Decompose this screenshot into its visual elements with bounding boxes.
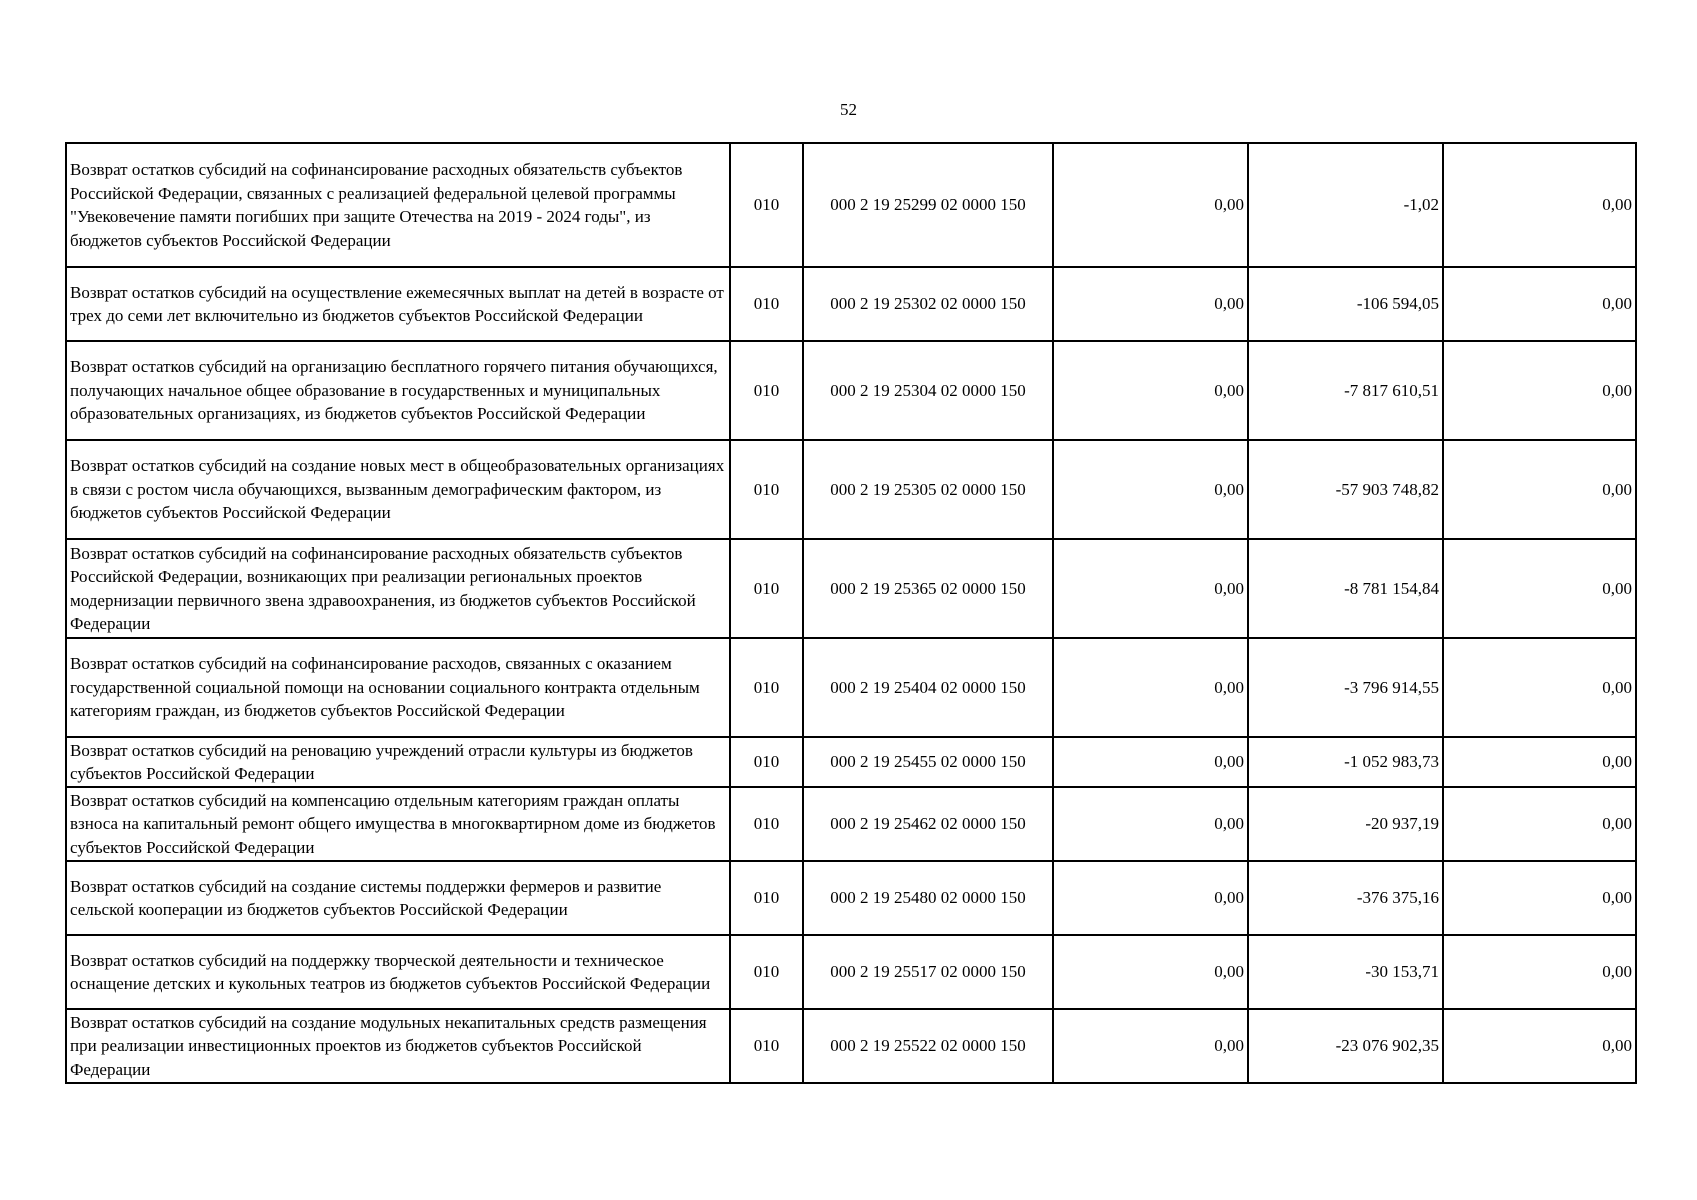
row-value-2: -376 375,16 xyxy=(1248,861,1443,935)
row-admin-code: 010 xyxy=(730,267,803,341)
row-description: Возврат остатков субсидий на осуществление ежемесячных выплат на детей в возрасте от трех до семи лет включительно из бюджетов субъектов Российской Федерации xyxy=(66,267,730,341)
row-description: Возврат остатков субсидий на реновацию учреждений отрасли культуры из бюджетов субъектов Российской Федерации xyxy=(66,737,730,787)
row-value-2: -3 796 914,55 xyxy=(1248,638,1443,737)
row-value-3: 0,00 xyxy=(1443,861,1636,935)
row-budget-code: 000 2 19 25365 02 0000 150 xyxy=(803,539,1053,638)
row-value-3: 0,00 xyxy=(1443,341,1636,440)
row-value-3: 0,00 xyxy=(1443,935,1636,1009)
row-budget-code: 000 2 19 25522 02 0000 150 xyxy=(803,1009,1053,1083)
row-admin-code: 010 xyxy=(730,737,803,787)
row-value-3: 0,00 xyxy=(1443,267,1636,341)
row-admin-code: 010 xyxy=(730,143,803,267)
row-admin-code: 010 xyxy=(730,861,803,935)
row-admin-code: 010 xyxy=(730,935,803,1009)
row-value-1: 0,00 xyxy=(1053,539,1248,638)
table-row xyxy=(66,267,1636,341)
row-admin-code: 010 xyxy=(730,539,803,638)
row-description: Возврат остатков субсидий на создание системы поддержки фермеров и развитие сельской кооперации из бюджетов субъектов Российской Федерации xyxy=(66,861,730,935)
row-value-1: 0,00 xyxy=(1053,267,1248,341)
table-row xyxy=(66,539,1636,638)
table-row xyxy=(66,737,1636,787)
row-budget-code: 000 2 19 25305 02 0000 150 xyxy=(803,440,1053,539)
row-admin-code: 010 xyxy=(730,341,803,440)
row-value-1: 0,00 xyxy=(1053,143,1248,267)
table-row xyxy=(66,935,1636,1009)
row-admin-code: 010 xyxy=(730,440,803,539)
row-value-1: 0,00 xyxy=(1053,935,1248,1009)
row-budget-code: 000 2 19 25455 02 0000 150 xyxy=(803,737,1053,787)
row-budget-code: 000 2 19 25302 02 0000 150 xyxy=(803,267,1053,341)
row-value-1: 0,00 xyxy=(1053,638,1248,737)
row-description: Возврат остатков субсидий на софинансирование расходных обязательств субъектов Российской Федерации, связанных с реализацией федеральной целевой программы "Увековечение памяти погибших при защите Отечества на 2019 - 2024 годы", из бюджетов субъектов Российской Федерации xyxy=(66,143,730,267)
row-value-1: 0,00 xyxy=(1053,1009,1248,1083)
row-description: Возврат остатков субсидий на софинансирование расходных обязательств субъектов Российской Федерации, возникающих при реализации региональных проектов модернизации первичного звена здравоохранения, из бюджетов субъектов Российской Федерации xyxy=(66,539,730,638)
row-budget-code: 000 2 19 25517 02 0000 150 xyxy=(803,935,1053,1009)
row-value-1: 0,00 xyxy=(1053,737,1248,787)
budget-table-container xyxy=(65,142,1635,1084)
row-value-2: -57 903 748,82 xyxy=(1248,440,1443,539)
row-budget-code: 000 2 19 25404 02 0000 150 xyxy=(803,638,1053,737)
row-value-1: 0,00 xyxy=(1053,787,1248,861)
row-value-3: 0,00 xyxy=(1443,1009,1636,1083)
table-row xyxy=(66,143,1636,267)
row-value-3: 0,00 xyxy=(1443,539,1636,638)
row-value-3: 0,00 xyxy=(1443,638,1636,737)
page-number: 52 xyxy=(840,100,857,119)
row-admin-code: 010 xyxy=(730,1009,803,1083)
table-row xyxy=(66,638,1636,737)
table-row xyxy=(66,341,1636,440)
row-value-1: 0,00 xyxy=(1053,440,1248,539)
row-admin-code: 010 xyxy=(730,787,803,861)
row-description: Возврат остатков субсидий на организацию бесплатного горячего питания обучающихся, получающих начальное общее образование в государственных и муниципальных образовательных организациях, из бюджетов субъектов Российской Федерации xyxy=(66,341,730,440)
table-row xyxy=(66,1009,1636,1083)
row-value-2: -7 817 610,51 xyxy=(1248,341,1443,440)
row-value-3: 0,00 xyxy=(1443,143,1636,267)
row-value-1: 0,00 xyxy=(1053,341,1248,440)
row-value-2: -1,02 xyxy=(1248,143,1443,267)
row-budget-code: 000 2 19 25304 02 0000 150 xyxy=(803,341,1053,440)
row-description: Возврат остатков субсидий на создание модульных некапитальных средств размещения при реализации инвестиционных проектов из бюджетов субъектов Российской Федерации xyxy=(66,1009,730,1083)
row-value-2: -106 594,05 xyxy=(1248,267,1443,341)
budget-table xyxy=(65,142,1637,1084)
row-value-2: -20 937,19 xyxy=(1248,787,1443,861)
row-budget-code: 000 2 19 25299 02 0000 150 xyxy=(803,143,1053,267)
table-row xyxy=(66,787,1636,861)
row-value-2: -30 153,71 xyxy=(1248,935,1443,1009)
row-budget-code: 000 2 19 25462 02 0000 150 xyxy=(803,787,1053,861)
table-row xyxy=(66,861,1636,935)
row-budget-code: 000 2 19 25480 02 0000 150 xyxy=(803,861,1053,935)
row-description: Возврат остатков субсидий на софинансирование расходов, связанных с оказанием государственной социальной помощи на основании социального контракта отдельным категориям граждан, из бюджетов субъектов Российской Федерации xyxy=(66,638,730,737)
row-value-2: -1 052 983,73 xyxy=(1248,737,1443,787)
row-value-3: 0,00 xyxy=(1443,440,1636,539)
row-description: Возврат остатков субсидий на создание новых мест в общеобразовательных организациях в связи с ростом числа обучающихся, вызванным демографическим фактором, из бюджетов субъектов Российской Федерации xyxy=(66,440,730,539)
row-value-2: -8 781 154,84 xyxy=(1248,539,1443,638)
row-admin-code: 010 xyxy=(730,638,803,737)
row-value-3: 0,00 xyxy=(1443,787,1636,861)
row-value-2: -23 076 902,35 xyxy=(1248,1009,1443,1083)
row-description: Возврат остатков субсидий на компенсацию отдельным категориям граждан оплаты взноса на капитальный ремонт общего имущества в многоквартирном доме из бюджетов субъектов Российской Федерации xyxy=(66,787,730,861)
row-description: Возврат остатков субсидий на поддержку творческой деятельности и техническое оснащение детских и кукольных театров из бюджетов субъектов Российской Федерации xyxy=(66,935,730,1009)
table-row xyxy=(66,440,1636,539)
row-value-1: 0,00 xyxy=(1053,861,1248,935)
row-value-3: 0,00 xyxy=(1443,737,1636,787)
